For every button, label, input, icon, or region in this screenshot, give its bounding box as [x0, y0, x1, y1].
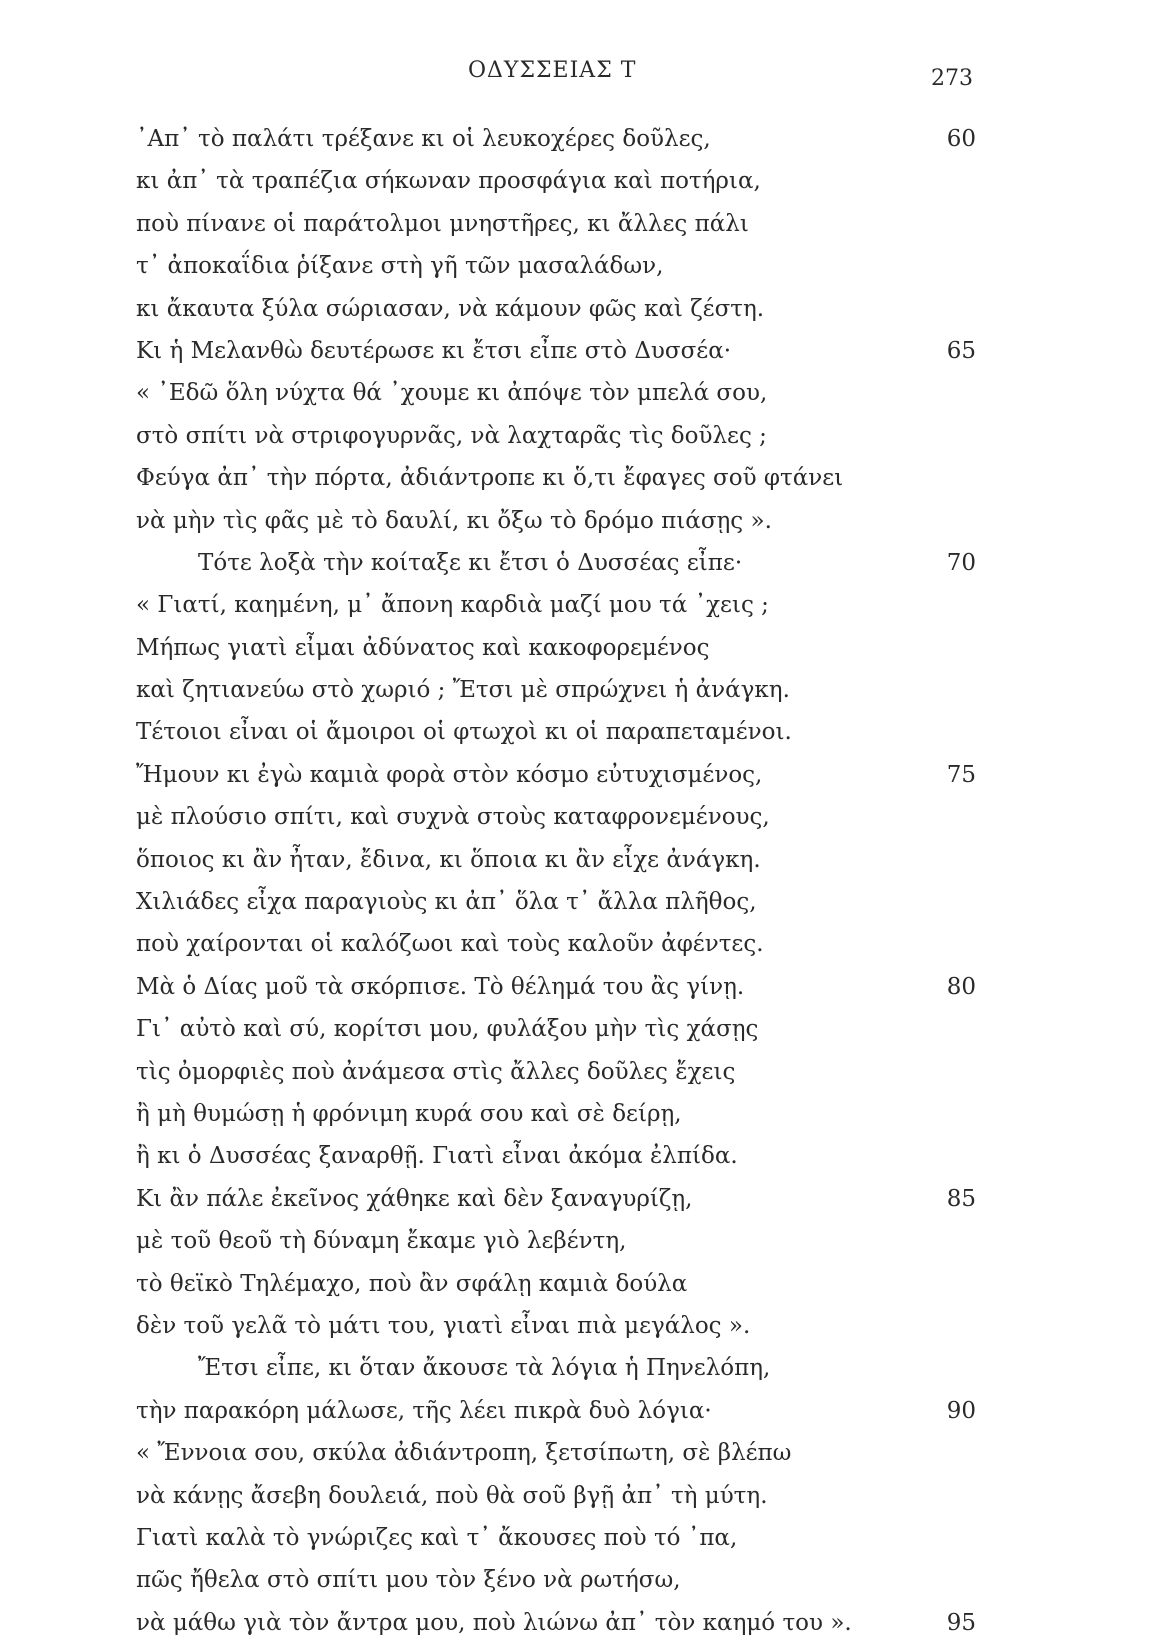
- verse-line: [136, 1008, 976, 1050]
- verse-line: [136, 542, 976, 584]
- verse-line: [136, 1347, 976, 1389]
- verse-line: [136, 1263, 976, 1305]
- line-number: 65: [946, 337, 976, 364]
- verse-text: Κι ἡ Μελανθὼ δευτέρωσε κι ἔτσι εἶπε στὸ Δυσσέα·: [136, 337, 732, 364]
- verse-text: καὶ ζητιανεύω στὸ χωριό ; Ἔτσι μὲ σπρώχνει ἡ ἀνάγκη.: [136, 677, 790, 704]
- verse-text: τὸ θεϊκὸ Τηλέμαχο, ποὺ ἂν σφάλῃ καμιὰ δούλα: [136, 1270, 688, 1297]
- line-number: 95: [946, 1609, 976, 1636]
- verse-text: « Γιατί, καημένη, μ᾿ ἄπονη καρδιὰ μαζί μου τά ᾿χεις ;: [136, 592, 769, 619]
- verse-text: μὲ πλούσιο σπίτι, καὶ συχνὰ στοὺς καταφρονεμένους,: [136, 804, 770, 831]
- verse-line: [136, 1093, 976, 1135]
- verse-text: νὰ κάνῃς ἄσεβη δουλειά, ποὺ θὰ σοῦ βγῇ ἀπ᾿ τὴ μύτη.: [136, 1482, 768, 1509]
- verse-line: [136, 245, 976, 287]
- verse-text: τὶς ὀμορφιὲς ποὺ ἀνάμεσα στὶς ἄλλες δοῦλες ἔχεις: [136, 1058, 736, 1085]
- verse-line: [136, 1305, 976, 1347]
- verse-text: Ἤμουν κι ἐγὼ καμιὰ φορὰ στὸν κόσμο εὐτυχισμένος,: [136, 761, 763, 788]
- verse-line: [136, 1517, 976, 1559]
- verse-text: δὲν τοῦ γελᾶ τὸ μάτι του, γιατὶ εἶναι πιὰ μεγάλος ».: [136, 1312, 751, 1339]
- verse-text: Γιατὶ καλὰ τὸ γνώριζες καὶ τ᾿ ἄκουσες ποὺ τό ᾿πα,: [136, 1524, 738, 1551]
- verse-line: [136, 203, 976, 245]
- verse-line: [136, 330, 976, 372]
- line-number: 90: [946, 1397, 976, 1424]
- verse-text: Ἔτσι εἶπε, κι ὅταν ἄκουσε τὰ λόγια ἡ Πηνελόπη,: [198, 1355, 771, 1382]
- poem-text: [136, 118, 976, 1644]
- verse-line: [136, 1051, 976, 1093]
- verse-text: ποὺ πίνανε οἱ παράτολμοι μνηστῆρες, κι ἄλλες πάλι: [136, 210, 749, 237]
- verse-line: [136, 839, 976, 881]
- verse-line: [136, 1220, 976, 1262]
- verse-text: πῶς ἤθελα στὸ σπίτι μου τὸν ξένο νὰ ρωτήσω,: [136, 1567, 681, 1594]
- verse-line: [136, 1602, 976, 1644]
- line-number: 70: [946, 549, 976, 576]
- verse-line: [136, 1135, 976, 1177]
- verse-line: [136, 669, 976, 711]
- verse-line: [136, 881, 976, 923]
- page-number: 273: [931, 66, 973, 91]
- verse-line: [136, 796, 976, 838]
- verse-text: ποὺ χαίρονται οἱ καλόζωοι καὶ τοὺς καλοῦν ἀφέντες.: [136, 931, 764, 958]
- verse-text: μὲ τοῦ θεοῦ τὴ δύναμη ἔκαμε γιὸ λεβέντη,: [136, 1228, 627, 1255]
- verse-line: [136, 923, 976, 965]
- verse-line: [136, 711, 976, 753]
- verse-text: κι ἄκαυτα ξύλα σώριασαν, νὰ κάμουν φῶς καὶ ζέστη.: [136, 295, 765, 322]
- verse-text: « Ἔννοια σου, σκύλα ἀδιάντροπη, ξετσίπωτη, σὲ βλέπω: [136, 1440, 792, 1467]
- verse-text: νὰ μὴν τὶς φᾶς μὲ τὸ δαυλί, κι ὄξω τὸ δρόμο πιάσῃς ».: [136, 507, 772, 534]
- verse-text: Γι᾿ αὐτὸ καὶ σύ, κορίτσι μου, φυλάξου μὴν τὶς χάσῃς: [136, 1016, 759, 1043]
- verse-text: ᾿Απ᾿ τὸ παλάτι τρέξανε κι οἱ λευκοχέρες δοῦλες,: [136, 126, 711, 152]
- verse-text: Μὰ ὁ Δίας μοῦ τὰ σκόρπισε. Τὸ θέλημά του ἂς γίνῃ.: [136, 973, 745, 1000]
- verse-line: [136, 1178, 976, 1220]
- verse-text: Κι ἂν πάλε ἐκεῖνος χάθηκε καὶ δὲν ξαναγυρίζῃ,: [136, 1185, 693, 1212]
- verse-text: κι ἀπ᾿ τὰ τραπέζια σήκωναν προσφάγια καὶ ποτήρια,: [136, 168, 761, 195]
- verse-text: Τότε λοξὰ τὴν κοίταξε κι ἔτσι ὁ Δυσσέας εἶπε·: [198, 549, 743, 576]
- verse-line: [136, 584, 976, 626]
- verse-text: στὸ σπίτι νὰ στριφογυρνᾶς, νὰ λαχταρᾶς τὶς δοῦλες ;: [136, 422, 767, 449]
- verse-line: [136, 754, 976, 796]
- verse-text: Φεύγα ἀπ᾿ τὴν πόρτα, ἀδιάντροπε κι ὅ,τι ἔφαγες σοῦ φτάνει: [136, 465, 844, 492]
- verse-text: νὰ μάθω γιὰ τὸν ἄντρα μου, ποὺ λιώνω ἀπ᾿ τὸν καημό του ».: [136, 1609, 852, 1636]
- verse-line: [136, 457, 976, 499]
- verse-line: [136, 966, 976, 1008]
- verse-line: [136, 160, 976, 202]
- verse-line: [136, 415, 976, 457]
- verse-text: « ᾿Εδῶ ὅλη νύχτα θά ᾿χουμε κι ἀπόψε τὸν μπελά σου,: [136, 380, 768, 407]
- line-number: 85: [946, 1185, 976, 1212]
- verse-line: [136, 288, 976, 330]
- verse-line: [136, 627, 976, 669]
- verse-text: τ᾿ ἀποκαΐδια ῥίξανε στὴ γῆ τῶν μασαλάδων,: [136, 253, 664, 280]
- verse-line: [136, 1559, 976, 1601]
- line-number: 80: [946, 973, 976, 1000]
- verse-text: ὅποιος κι ἂν ἦταν, ἔδινα, κι ὅποια κι ἂν εἶχε ἀνάγκη.: [136, 846, 761, 873]
- running-head: [0, 58, 1163, 91]
- verse-text: ἢ κι ὁ Δυσσέας ξαναρθῇ. Γιατὶ εἶναι ἀκόμα ἐλπίδα.: [136, 1143, 738, 1170]
- line-number: 75: [946, 761, 976, 788]
- line-number: 60: [946, 126, 976, 152]
- verse-line: [136, 372, 976, 414]
- verse-text: ἢ μὴ θυμώσῃ ἡ φρόνιμη κυρά σου καὶ σὲ δείρῃ,: [136, 1100, 682, 1127]
- verse-text: Τέτοιοι εἶναι οἱ ἄμοιροι οἱ φτωχοὶ κι οἱ παραπεταμένοι.: [136, 719, 792, 746]
- verse-text: τὴν παρακόρη μάλωσε, τῆς λέει πικρὰ δυὸ λόγια·: [136, 1397, 712, 1424]
- verse-line: [136, 1432, 976, 1474]
- verse-text: Μήπως γιατὶ εἶμαι ἀδύνατος καὶ κακοφορεμένος: [136, 634, 710, 661]
- verse-line: [136, 118, 976, 160]
- verse-line: [136, 1390, 976, 1432]
- verse-text: Χιλιάδες εἶχα παραγιοὺς κι ἀπ᾿ ὅλα τ᾿ ἄλλα πλῆθος,: [136, 889, 757, 916]
- running-title: ΟΔΥΣΣΕΙΑΣ Τ: [468, 58, 637, 83]
- verse-line: [136, 1475, 976, 1517]
- verse-line: [136, 500, 976, 542]
